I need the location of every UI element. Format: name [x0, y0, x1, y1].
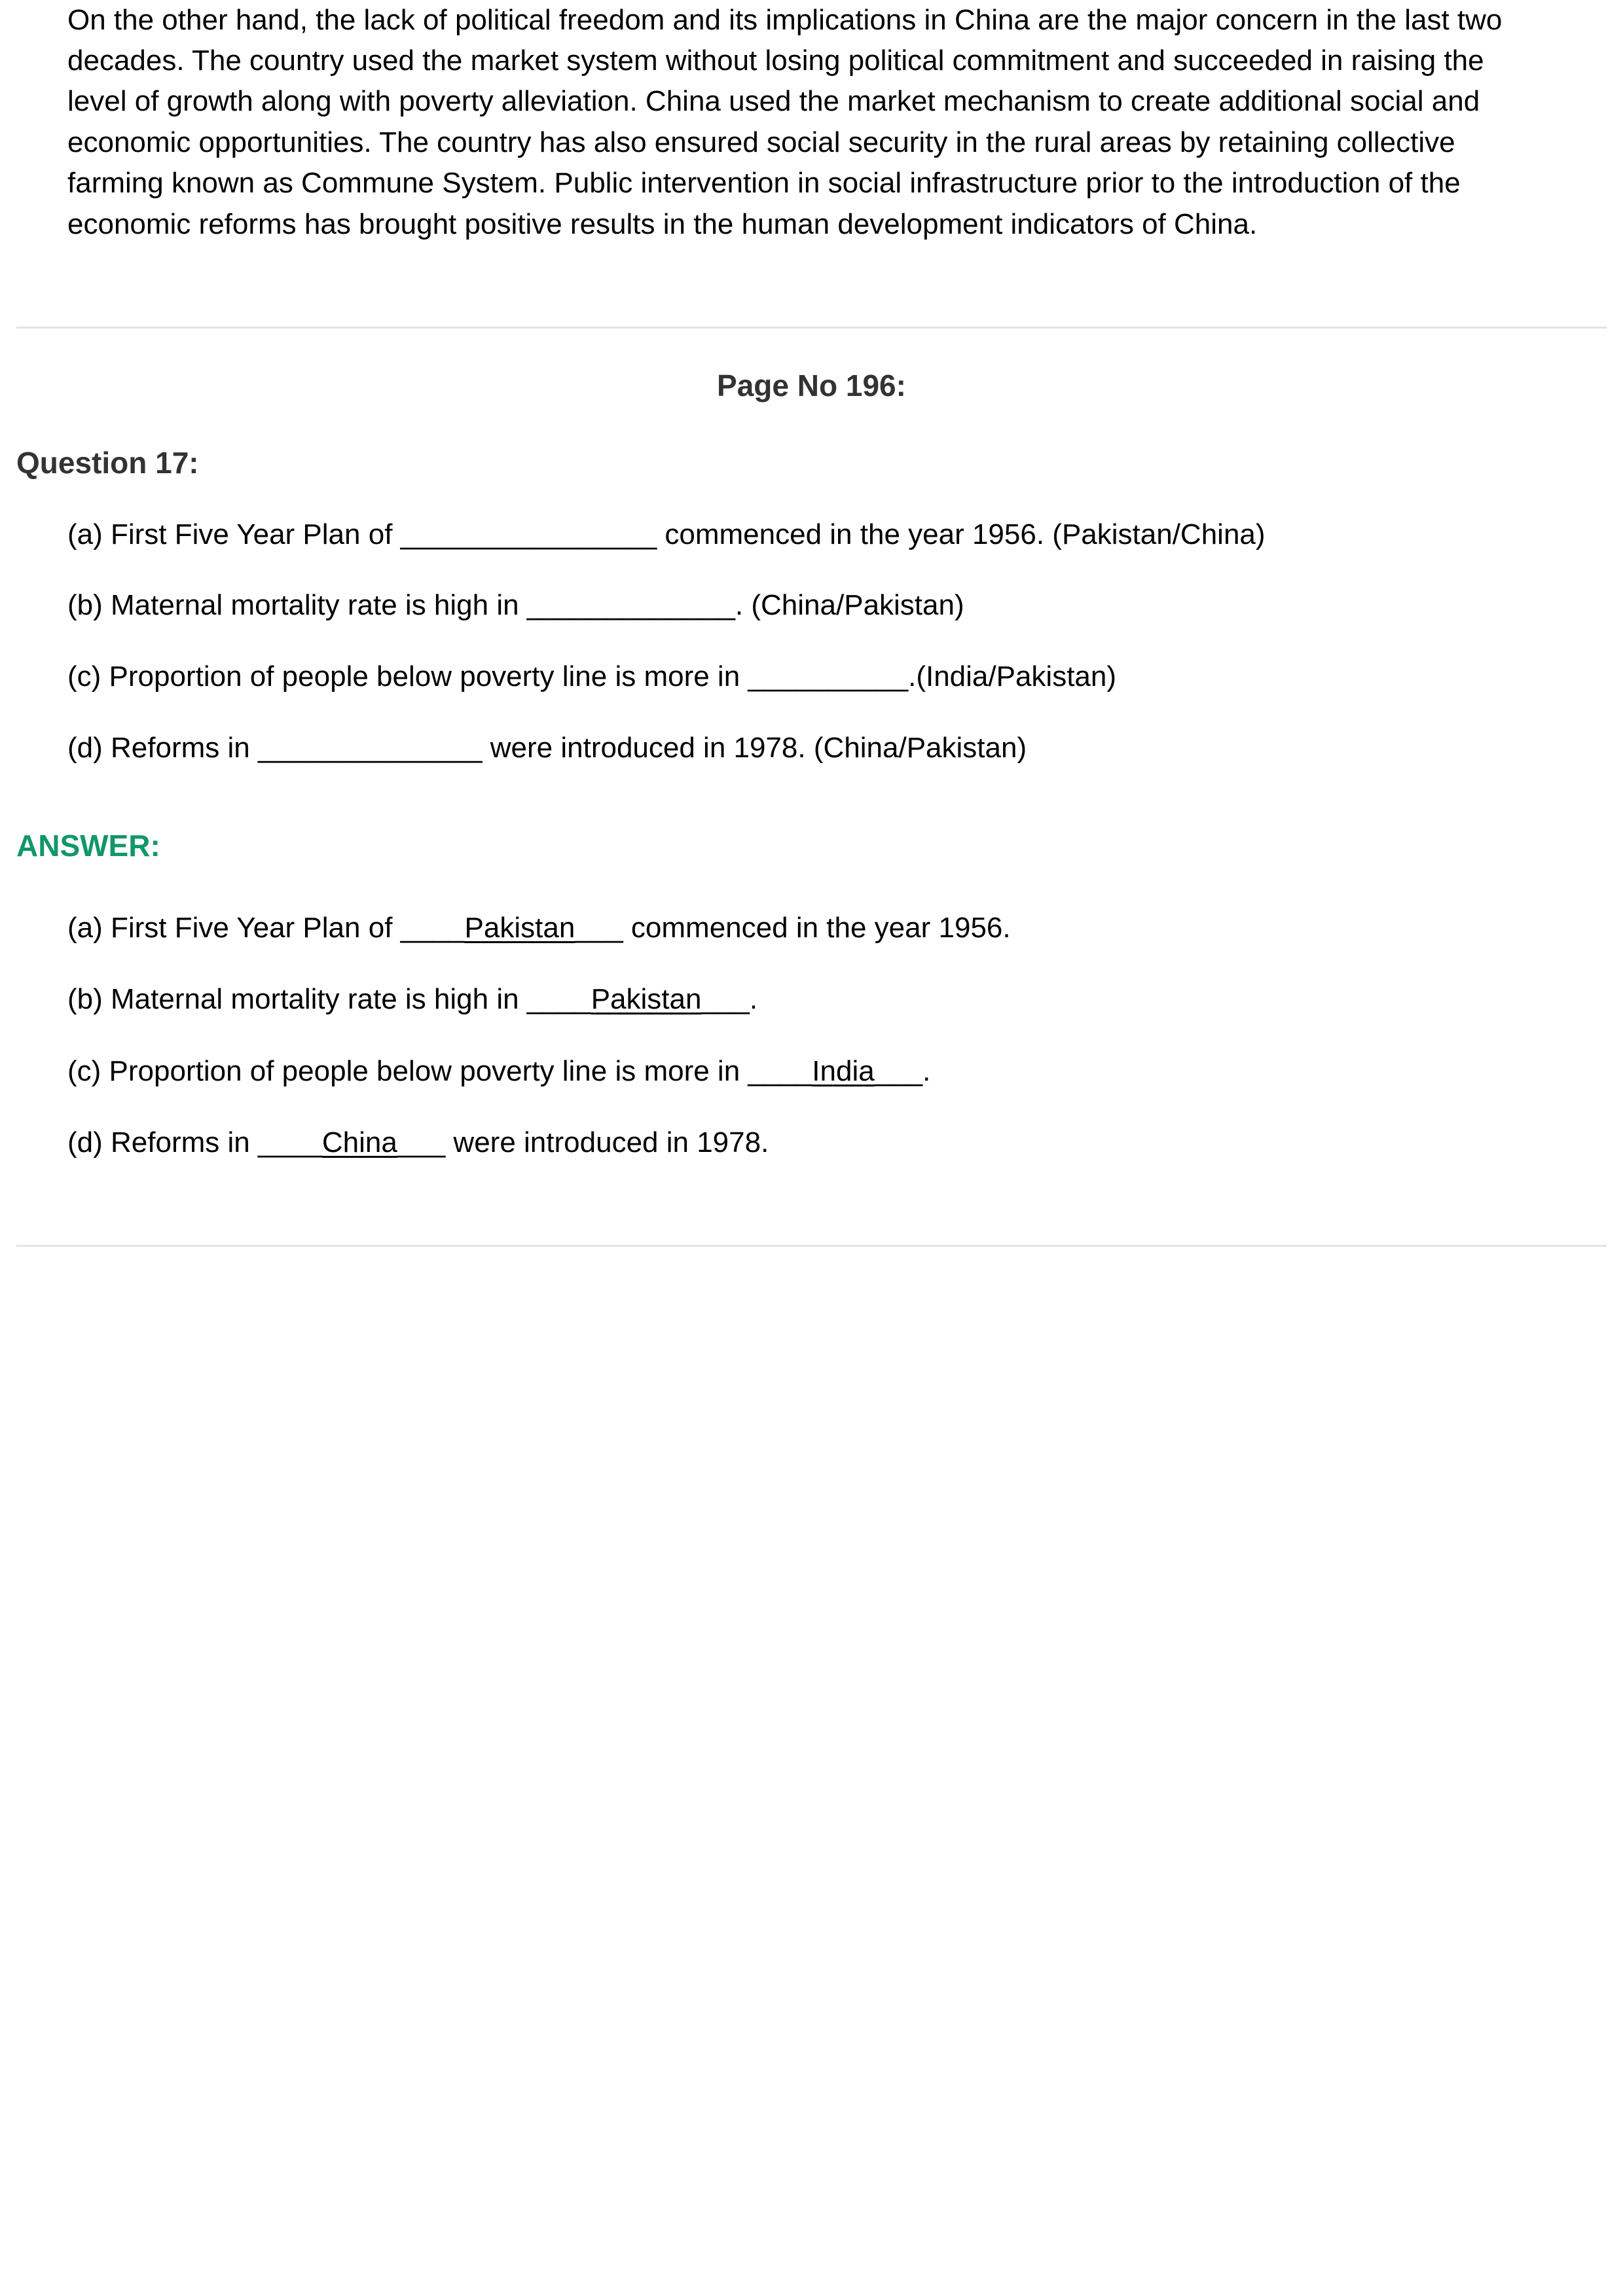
paragraph-line: decades. The country used the market system without losing political commitment and succeeded in raising the	[67, 45, 1484, 77]
answer-item	[67, 1051, 930, 1092]
answer-item	[67, 1122, 769, 1163]
answer-text: (b) Maternal mortality rate is high in ____	[67, 983, 591, 1015]
question-item: (a) First Five Year Plan of ________________ commenced in the year 1956. (Pakistan/China)	[67, 518, 1266, 550]
paragraph-line: economic opportunities. The country has also ensured social security in the rural areas by retaining collective	[67, 126, 1455, 158]
answer-text: ___ were introduced in 1978.	[397, 1126, 769, 1158]
answer-text: ___ commenced in the year 1956.	[575, 912, 1011, 944]
question-heading: Question 17:	[16, 446, 199, 480]
paragraph-line: On the other hand, the lack of political freedom and its implications in China are the major concern in the last two	[67, 4, 1503, 36]
paragraph-line: economic reforms has brought positive results in the human development indicators of China.	[67, 208, 1258, 240]
answer-text: (d) Reforms in ____	[67, 1126, 322, 1158]
answer-value: Pakistan	[464, 912, 575, 944]
answer-item	[67, 979, 757, 1020]
answer-text: (c) Proportion of people below poverty line is more in ____	[67, 1055, 812, 1087]
answer-value: China	[321, 1126, 397, 1158]
answer-text: ___.	[701, 983, 758, 1015]
answer-item	[67, 908, 1011, 948]
question-item: (d) Reforms in ______________ were introduced in 1978. (China/Pakistan)	[67, 732, 1027, 764]
answer-heading: ANSWER:	[16, 829, 160, 863]
divider	[16, 327, 1607, 329]
divider	[16, 1245, 1607, 1247]
paragraph-line: farming known as Commune System. Public intervention in social infrastructure prior to the introduction of the	[67, 167, 1461, 199]
answer-text: ___.	[874, 1055, 931, 1087]
answer-value: India	[812, 1055, 875, 1087]
question-item: (b) Maternal mortality rate is high in _____________. (China/Pakistan)	[67, 589, 964, 621]
paragraph-line: level of growth along with poverty alleviation. China used the market mechanism to create additional social and	[67, 85, 1480, 117]
answer-value: Pakistan	[591, 983, 702, 1015]
question-item: (c) Proportion of people below poverty line is more in __________.(India/Pakistan)	[67, 660, 1117, 692]
page-number-heading: Page No 196:	[717, 368, 906, 403]
answer-text: (a) First Five Year Plan of ____	[67, 912, 465, 944]
